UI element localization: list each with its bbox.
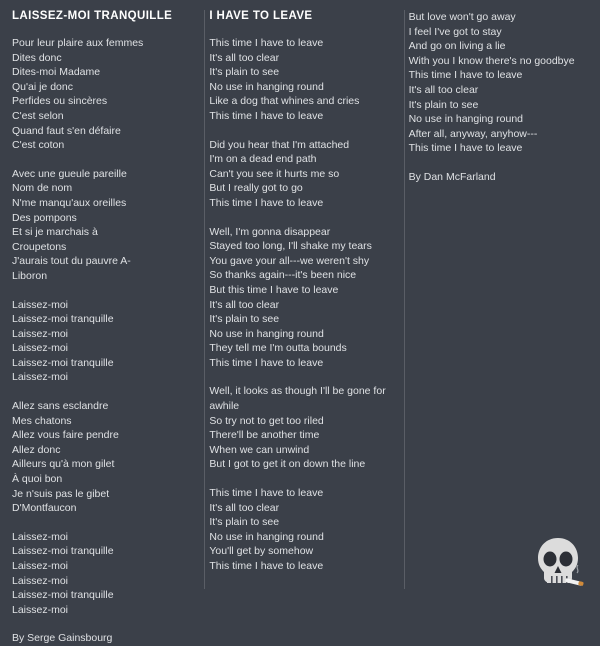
lyric-line: No use in hanging round: [408, 113, 524, 126]
lyric-line: This time I have to leave: [209, 487, 324, 500]
lyric-line: J'aurais tout du pauvre A-: [12, 255, 131, 268]
lyric-line: They tell me I'm outta bounds: [209, 342, 347, 355]
lyric-line: À quoi bon: [12, 473, 63, 486]
lyric-line: No use in hanging round: [209, 80, 324, 93]
lyrics-column-2: [205, 10, 402, 588]
lyric-line: Dites donc: [12, 51, 62, 64]
lyric-line: It's plain to see: [209, 516, 280, 529]
lyric-line: This time I have to leave: [209, 356, 324, 369]
lyric-line: Ailleurs qu'à mon gilet: [12, 458, 115, 471]
lyric-line: When we can unwind: [209, 443, 310, 456]
lyric-line: Like a dog that whines and cries: [209, 95, 360, 108]
lyric-line: Laissez-moi tranquille: [12, 313, 114, 326]
song-credit-2: By Dan McFarland: [408, 170, 496, 183]
lyric-line: It's all too clear: [408, 83, 479, 96]
lyric-line: You gave your all---we weren't shy: [209, 254, 370, 267]
lyric-line: Mes chatons: [12, 414, 72, 427]
lyric-line: Did you hear that I'm attached: [209, 138, 350, 151]
song-credit-1: By Serge Gainsbourg: [12, 632, 113, 645]
lyric-line: Laissez-moi: [12, 560, 69, 572]
lyric-line: Liboron: [12, 269, 48, 282]
stanza: [12, 530, 197, 618]
lyric-line: Allez donc: [12, 443, 61, 456]
lyric-line: Croupetons: [12, 240, 67, 253]
lyric-line: And go on living a lie: [408, 40, 506, 53]
stanza: [12, 167, 197, 284]
lyric-line: This time I have to leave: [209, 109, 324, 122]
lyric-line: This time I have to leave: [408, 69, 523, 82]
lyric-line: This time I have to leave: [408, 142, 523, 155]
lyric-line: It's all too clear: [209, 51, 280, 64]
lyric-line: But love won't go away: [408, 11, 516, 23]
lyric-line: Laissez-moi tranquille: [12, 356, 114, 369]
lyric-line: Qu'ai je donc: [12, 80, 73, 93]
lyrics-column-1: [12, 10, 205, 646]
lyric-line: With you I know there's no goodbye: [408, 54, 575, 67]
lyric-line: There'll be another time: [209, 429, 320, 442]
lyric-line: Et si je marchais à: [12, 226, 98, 239]
lyrics-column-3: [403, 10, 590, 185]
lyric-line: Laissez-moi: [12, 371, 69, 384]
lyric-line: It's all too clear: [209, 501, 280, 514]
lyric-line: Can't you see it hurts me so: [209, 167, 340, 180]
stanza: [209, 384, 402, 472]
lyric-line: You'll get by somehow: [209, 545, 314, 558]
lyric-line: This time I have to leave: [209, 560, 324, 572]
lyric-line: D'Montfaucon: [12, 502, 77, 515]
lyric-line: Nom de nom: [12, 182, 73, 195]
lyric-line: This time I have to leave: [209, 37, 324, 49]
lyric-line: Dites-moi Madame: [12, 66, 101, 79]
lyric-line: No use in hanging round: [209, 530, 324, 543]
lyric-line: Allez sans esclandre: [12, 400, 109, 413]
skull-with-cigarette-icon: [530, 533, 586, 589]
stanza: [12, 298, 197, 386]
stanza: [209, 486, 402, 574]
lyric-line: Laissez-moi: [12, 530, 69, 543]
lyric-line: Stayed too long, I'll shake my tears: [209, 240, 372, 253]
lyric-line: Laissez-moi: [12, 603, 69, 616]
lyric-line: Je n'suis pas le gibet: [12, 487, 110, 500]
lyric-line: C'est selon: [12, 109, 64, 122]
lyric-line: Laissez-moi: [12, 327, 69, 340]
song-title-1: LAISSEZ-MOI TRANQUILLE: [12, 10, 173, 22]
lyric-line: Perfides ou sincères: [12, 95, 108, 108]
lyric-line: Allez vous faire pendre: [12, 429, 119, 442]
song-title-2: I HAVE TO LEAVE: [209, 10, 313, 22]
lyric-line: So thanks again---it's been nice: [209, 269, 357, 282]
lyric-line: This time I have to leave: [209, 196, 324, 209]
lyric-line: Des pompons: [12, 211, 77, 224]
lyric-line: It's all too clear: [209, 298, 280, 311]
lyric-line: Avec une gueule pareille: [12, 167, 127, 180]
lyric-line: Well, I'm gonna disappear: [209, 225, 331, 238]
lyric-line: I feel I've got to stay: [408, 25, 502, 38]
lyric-line: I'm on a dead end path: [209, 153, 317, 166]
stanza: [12, 36, 197, 153]
lyric-line: But this time I have to leave: [209, 283, 339, 296]
lyric-line: It's plain to see: [209, 66, 280, 79]
lyric-line: It's plain to see: [408, 98, 479, 111]
lyric-line: But I really got to go: [209, 182, 303, 195]
lyric-line: Laissez-moi tranquille: [12, 545, 114, 558]
lyric-line: N'me manqu'aux oreilles: [12, 196, 127, 209]
lyric-line: No use in hanging round: [209, 327, 324, 340]
lyric-line: C'est coton: [12, 139, 65, 152]
lyric-line: But I got to get it on down the line: [209, 458, 366, 471]
stanza: [209, 36, 402, 124]
stanza: [409, 10, 590, 156]
lyric-line: Laissez-moi: [12, 342, 69, 355]
lyric-line: Laissez-moi: [12, 298, 69, 311]
lyric-line: Pour leur plaire aux femmes: [12, 37, 144, 49]
stanza: [209, 225, 402, 371]
stanza: [209, 138, 402, 211]
lyric-line: After all, anyway, anyhow---: [408, 127, 538, 140]
lyric-line: Laissez-moi tranquille: [12, 589, 114, 602]
lyric-line: Laissez-moi: [12, 574, 69, 587]
stanza: [12, 399, 197, 516]
lyric-line: Quand faut s'en défaire: [12, 124, 121, 137]
lyric-line: Well, it looks as though I'll be gone for awhile: [209, 385, 389, 413]
lyric-line: It's plain to see: [209, 313, 280, 326]
lyric-line: So try not to get too riled: [209, 414, 324, 427]
